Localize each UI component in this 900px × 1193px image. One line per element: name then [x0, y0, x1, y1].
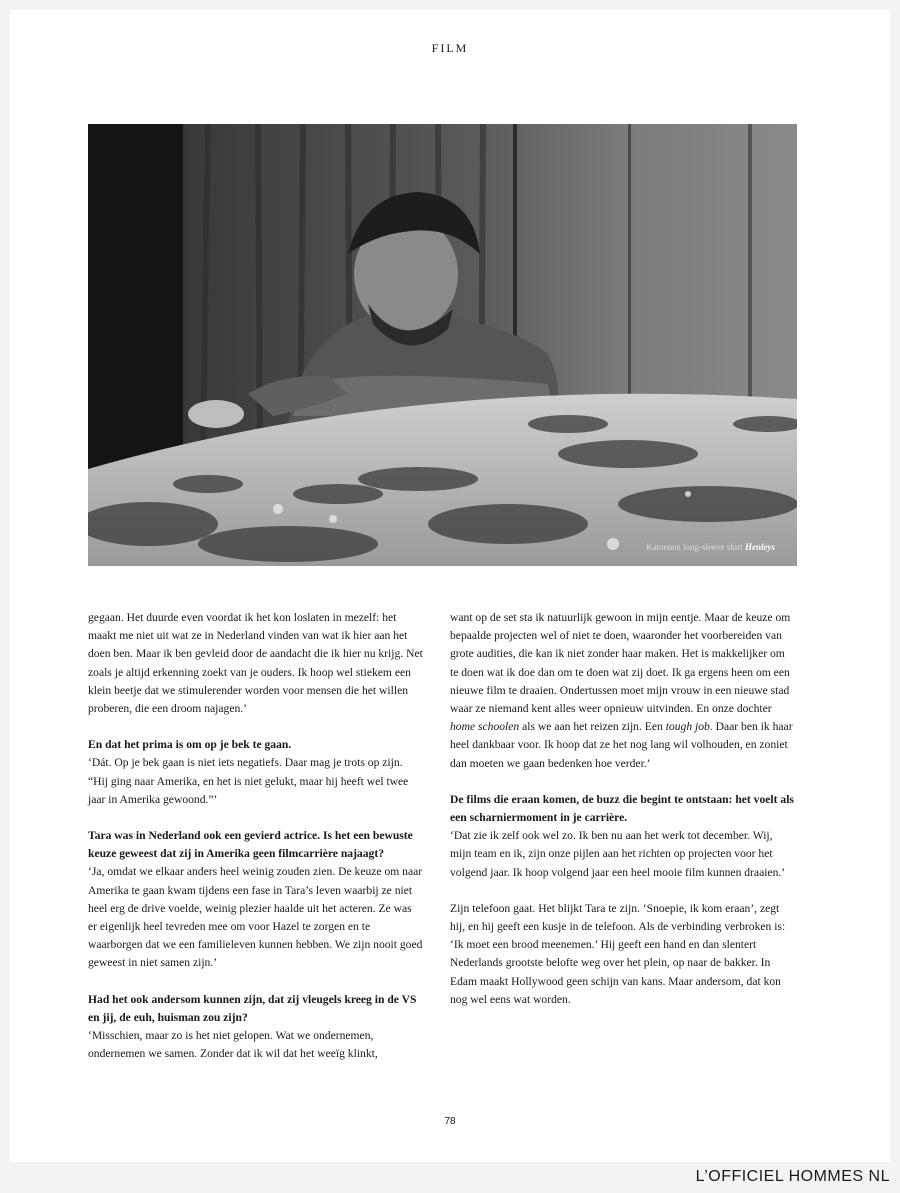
interview-answer: ‘Dát. Op je bek gaan is niet iets negatiefs. Daar mag je trots op zijn. “Hij ging naar Amerika, en het is niet gelukt, maar hij heeft wel twee jaar in Amerika gewoond.”’ [88, 756, 409, 806]
page-number: 78 [444, 1116, 456, 1127]
emphasis-text: tough job. [665, 720, 713, 734]
interview-question: De films die eraan komen, de buzz die begint te ontstaan: het voelt als een scharniermoment in je carrière. [450, 792, 794, 825]
photo-caption [646, 542, 775, 552]
caption-brand: Henleys [745, 542, 775, 552]
interview-question: En dat het prima is om op je bek te gaan. [88, 738, 292, 752]
photo-illustration [88, 124, 797, 566]
paragraph-text: want op de set sta ik natuurlijk gewoon in mijn eentje. Maar de keuze om bepaalde projecten wel of niet te doen, waaronder het voorbereiden van grote audities, die kan ik niet zonder haar maken. Het is makkelijker om te doen wat ik doe dan om te doen wat zij doet. Ik ga ergens heen om een nieuwe film te draaien. Ondertussen moet mijn vrouw in een nieuwe stad waar ze niemand kent alles weer opnieuw uitvinden. En onze dochter [450, 611, 791, 716]
article-column-left [88, 609, 423, 1063]
interview-question: Tara was in Nederland ook een gevierd actrice. Is het een bewuste keuze geweest dat zij in Amerika geen filmcarrière najaagt? [88, 829, 413, 861]
paragraph: gegaan. Het duurde even voordat ik het kon loslaten in mezelf: het maakt me niet uit wat ze in Nederland vinden van wat ik hier aan het doen ben. Maar ik ben gevleid door de aandacht die ik hier nu krijg. Net zoals je altijd erkenning zoekt van je ouders. Ik hoop wel stiekem een klein beetje dat we stimulerender worden voor mensen die het willen proberen, die een droom najagen.’ [88, 611, 423, 716]
interview-question: Had het ook andersom kunnen zijn, dat zij vleugels kreeg in de VS en jij, de euh, huisman zou zijn? [88, 992, 417, 1024]
interview-answer: ‘Ja, omdat we elkaar anders heel weinig zouden zien. De keuze om naar Amerika te gaan kwam tijdens een fase in Tara’s leven waarbij ze niet heel erg de drive voelde, weinig plezier haalde uit het acteren. Ze was er eigenlijk heel tevreden mee om voor Hazel te zorgen en te waarborgen dat we een familieleven kunnen hebben. We zijn nooit goed geweest in niet samen zijn.’ [88, 865, 423, 970]
interview-answer: ‘Misschien, maar zo is het niet gelopen. Wat we ondernemen, ondernemen we samen. Zonder dat ik wil dat het weeïg klinkt, [88, 1029, 378, 1061]
paragraph: Zijn telefoon gaat. Het blijkt Tara te zijn. ‘Snoepie, ik kom eraan’, zegt hij, en hij geeft een kusje in de telefoon. Als de verbinding verbroken is: ‘Ik moet een brood meenemen.’ Hij geeft een hand en dan slentert Nederlands grootste belofte weg over het plein, op naar de bakker. In Edam maakt Hollywood geen schijn van kans. Maar andersom, dat kon nog wel eens wat worden. [450, 901, 786, 1006]
paragraph-text: Daar ben ik haar heel dankbaar voor. Ik hoop dat ze het nog lang wil volhouden, en zoniet dan moeten we gaan bedenken hoe verder.’ [450, 720, 793, 770]
publication-watermark: L’OFFICIEL HOMMES NL [695, 1168, 890, 1185]
interview-answer: ‘Dat zie ik zelf ook wel zo. Ik ben nu aan het werk tot december. Wij, mijn team en ik, zijn onze pijlen aan het richten op projecten voor het volgend jaar. Ik hoop volgend jaar een heel mooie film kunnen draaien.’ [450, 829, 786, 879]
paragraph-text: als we aan het reizen zijn. Een [519, 720, 666, 734]
magazine-page [10, 10, 890, 1162]
paragraph [450, 609, 795, 773]
section-label: FILM [431, 41, 469, 55]
emphasis-text: home schoolen [450, 720, 520, 734]
article-column-right [450, 609, 795, 1009]
article-photo [88, 124, 797, 566]
caption-text: Katoenen long-sleeve shirt [646, 542, 745, 552]
